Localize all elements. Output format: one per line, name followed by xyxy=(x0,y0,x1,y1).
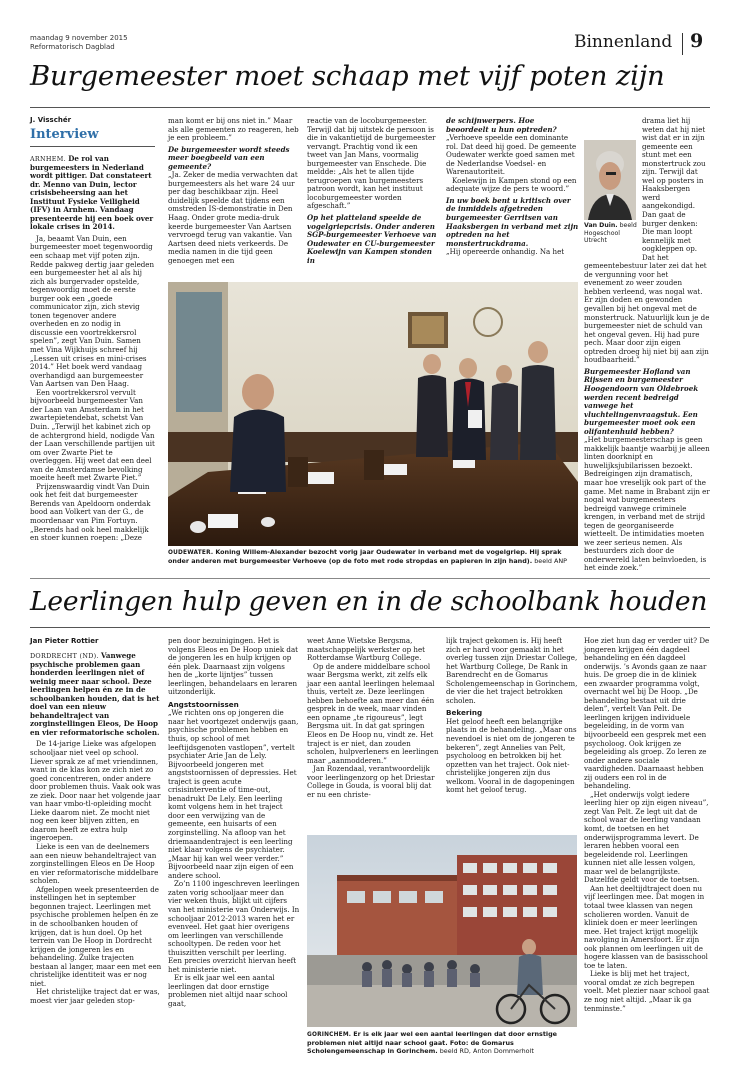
paragraph: Hoe ziet hun dag er verder uit? De jongeren krijgen één dagdeel behandeling en één dagdeel onderwijs. ’s Avonds gaan ze naar huis. De groep die in de kliniek een zwaarder programma volgt, overnacht wel bij De Hoop. „De behandeling bestaat uit drie delen”, vertelt Van Pelt. De leerlingen krijgen individuele begeleiding, in de vorm van bijvoorbeeld een gesprek met een psycholoog. Ook krijgen ze begeleiding als groep. Zo leren ze onder andere sociale vaardigheden. Daarnaast hebben zij ouders een rol in de behandeling. xyxy=(584,636,710,791)
article2-photo-caption xyxy=(307,1030,579,1056)
edition-date: maandag 9 november 2015 xyxy=(30,34,128,42)
article1-headline: Burgemeester moet schaap met vijf poten zijn xyxy=(30,60,665,92)
paragraph: De 14-jarige Lieke was afgelopen schooljaar niet veel op school. Liever sprak ze af met vriendinnen, want in de klas kon ze zich niet zo goed concentreren, onder andere door problemen thuis. Vaak ook was ze ziek. Door naar het volgende jaar van haar vmbo-tl-opleiding mocht Lieke daarom niet. Ze mocht niet nog een keer blijven zitten, en daarom heeft ze extra hulp ingeroepen. xyxy=(30,739,161,843)
article1-photo-caption xyxy=(168,548,582,565)
headline-rule xyxy=(30,627,710,628)
caption-credit: beeld ANP xyxy=(534,557,567,566)
article2-column-1 xyxy=(30,652,162,1062)
paragraph: reactie van de locoburgemeester. Terwijl dat bij uitstek de persoon is die in vakantietijd de burgemeester vervangt. Prachtig vond ik een tweet van Jan Mans, voormalig burgemeester van Enschede. Die meldde: „Als het te allen tijde terugroepen van burgemeesters patroon wordt, kan het instituut locoburgemeester worden afgeschaft.” xyxy=(307,116,436,211)
paragraph: Het christelijke traject dat er was, moest vier jaar geleden stop- xyxy=(30,987,160,1005)
paragraph: Koelewijn in Kampen stond op een adequate wijze de pers te woord.” xyxy=(446,175,577,194)
caption-tag: GORINCHEM. xyxy=(307,1032,352,1038)
article2-headline: Leerlingen hulp geven en in de schoolbank houden xyxy=(30,586,708,617)
paragraph: Lieke is blij met het traject, vooral omdat ze zich begrepen voelt. Met plezier naar school gaat ze nog niet altijd. „Maar ik ga tenminste.” xyxy=(584,969,710,1013)
paragraph: „Het onderwijs volgt iedere leerling hier op zijn eigen niveau”, zegt Van Pelt. Ze legt uit dat de school waar de leerling vandaan komt, de toetsen en het onderwijsprogramma levert. De leraren hebben vooral een begeleidende rol. Leerlingen kunnen niet alle lessen volgen, maar wel de belangrijkste. Datzelfde geldt voor de toetsen. xyxy=(584,789,709,885)
article2-column-4 xyxy=(446,637,578,832)
paragraph: Op de andere middelbare school waar Bergsma werkt, zit zelfs elk jaar een aantal leerlingen helemaal thuis, vertelt ze. Deze leerlingen hebben behoefte aan meer dan één gesprek in de week, maar vinden een opname „te rigoureus”, legt Bergsma uit. In dat gat springen Eleos en De Hoop nu, vindt ze. Het traject is er niet, dan zouden scholen, hulpverleners en leerlingen maar „aanmodderen.” xyxy=(307,661,439,765)
portrait-name: Van Duin. xyxy=(584,222,618,229)
paragraph: Het geloof heeft een belangrijke plaats in de behandeling. „Maar ons nevendoel is niet om de jongeren te bekeren”, zegt Annelies van Pelt, psycholoog en betrokken bij het opzetten van het traject. Ook niet-christelijke jongeren zijn dus welkom. Vooral in de dagopeningen komt het geloof terug. xyxy=(446,716,577,795)
dateline: DORDRECHT (ND). xyxy=(30,652,99,660)
paragraph: „Verhoeve speelde een dominante rol. Dat deed hij goed. De gemeente Oudewater werkte goed samen met de Nederlandse Voedsel- en Warenautoriteit. xyxy=(446,133,577,177)
article2-column-5 xyxy=(584,637,710,1062)
paragraph: Jan Rozendaal, verantwoordelijk voor leerlingenzorg op het Driestar College in Gouda, is vooral blij dat er nu een christe- xyxy=(307,764,435,799)
paragraph: „Het burgemeesterschap is geen makkelijk baantje waarbij je alleen linten doorknipt en huwelijksjubilarissen bezoekt. Bedreigingen zijn dramatisch, maar hoe vreselijk ook part of the game. Met name in Brabant zijn er nogal wat burgemeesters bedreigd vanwege criminele krengen, in verband met de strijd tegen de georganiseerde wietteelt. De intimidaties moeten we zeer serieus nemen. Als bestuurders zich door de onderwereld laten beïnvloeden, is het einde zoek.” xyxy=(584,435,710,573)
article2-column-3 xyxy=(307,637,439,832)
paragraph: Aan het deeltijdtraject doen nu vijf leerlingen mee. Dat mogen in totaal twee klassen van negen scholieren worden. Vanuit de kliniek doen er meer leerlingen mee. Het traject krijgt mogelijk navolging in Amersfoort. Er zijn ook plannen om leerlingen uit de hogere klassen van de basisschool toe te laten. xyxy=(584,883,708,970)
headline-rule xyxy=(30,107,710,108)
subheading: Angststoornissen xyxy=(168,699,239,709)
paragraph: Prijzenswaardig vindt Van Duin ook het feit dat burgemeester Berends van Apeldoorn onderdak bood aan Volkert van der G., de moordenaar van Pim Fortuyn. „Berends had ook heel makkelijk en stoer kunnen roepen: „Deze xyxy=(30,481,151,543)
caption-text: Koning Willem-Alexander bezocht vorig jaar Oudewater in verband met de vogelgriep. Hij sprak onder anderen met burgemeester Verhoeve (op de foto met rode stropdas en papieren in zijn hand). xyxy=(168,548,562,566)
paragraph: drama liet hij weten dat hij niet wist dat er in zijn gemeente een stunt met een monstertruck zou zijn. Terwijl dat wel op posters in Haaksbergen werd aangekondigd. Dan gaat de burger denken: Die man loopt kennelijk met oogkleppen op. Dat het gemeentebestuur later zei dat het de vergunning voor het evenement zo weer zouden hebben verleend, was nogal wat. Er zijn doden en gewonden gevallen bij het ongeval met de monstertruck. Natuurlijk kun je de burgemeester niet de schuld van het ongeval geven. Hij had pure pech. Maar door zijn eigen optreden droeg hij niet bij aan zijn houdbaarheid.” xyxy=(584,116,710,365)
paragraph: Lieke is een van de deelnemers aan een nieuw behandeltraject van zorginstellingen Eleos en De Hoop en vier reformatorische middelbare scholen. xyxy=(30,842,159,886)
paragraph: Afgelopen week presenteerden de instellingen het in september begonnen traject. Leerlingen met psychische problemen helpen én ze in de schoolbanken houden of krijgen, dat is hun doel. Op het terrein van De Hoop in Dordrecht krijgen de jongeren les en behandeling. Zulke trajecten bestaan al langer, maar een met een christelijke identiteit was er nog niet. xyxy=(30,884,162,988)
kicker-rule xyxy=(30,146,155,147)
article2-photo xyxy=(307,835,577,1027)
paragraph: man komt er bij ons niet in.” Maar als alle gemeenten zo reageren, heb je een probleem.” xyxy=(168,116,299,143)
article2-author: Jan Pieter Rottier xyxy=(30,637,99,645)
article1-kicker: Interview xyxy=(30,127,99,142)
caption-text: Er is elk jaar wel een aantal leerlingen dat door ernstige problemen niet altijd naar school gaat. Foto: de Gomarus Scholengemeenschap in Gorinchem. xyxy=(307,1030,557,1056)
paragraph: „We richten ons op jongeren die naar het voortgezet onderwijs gaan, psychische problemen hebben en thuis, op school of met leeftijdsgenoten vastlopen”, vertelt psychiater Arie Jan de Lely. Bijvoorbeeld jongeren met angststoornissen of depressies. Het traject is geen acute crisisinterventie of time-out, benadrukt De Lely. Een leerling komt volgens hem in het traject door een verwijzing van de gemeente, een huisarts of een zorginstelling. Na afloop van het driemaandentraject is een leerling niet klaar volgens de psychiater. „Maar hij kan wel weer verder.” Bijvoorbeeld naar zijn eigen of een andere school. xyxy=(168,708,299,880)
article1-column-5 xyxy=(584,116,710,573)
article1-author: J. Visschér xyxy=(30,116,72,124)
paragraph: „Hij opereerde onhandig. Na het xyxy=(446,247,565,257)
caption-tag: OUDEWATER. xyxy=(168,550,214,556)
paragraph: Zo’n 1100 ingeschreven leerlingen zaten vorig schooljaar meer dan vier weken thuis, blijkt uit cijfers van het ministerie van Onderwijs. In schooljaar 2012-2013 waren het er evenveel. Het gaat hier overigens om leerlingen van verschillende schooltypen. De reden voor het thuiszitten verschilt per leerling. Een precies overzicht hiervan heeft het ministerie niet. xyxy=(168,879,300,974)
paragraph: Ja, beaamt Van Duin, een burgemeester moet tegenwoordig een schaap met vijf poten zijn. Redde pakweg dertig jaar geleden een burgemeester het al als hij zich als burgervader opstelde, tegenwoordig moet de eerste burger ook een „goede communicator zijn, zich stevig tonen tegenover andere overheden en zo nodig in discussie een voortrekkersrol spelen”, zegt Van Duin. Samen met Vina Wijkhuijs schreef hij „Lessen uit crises en mini-crises 2014.” Het boek werd vandaag overhandigd aan burgemeester Van Aartsen van Den Haag. xyxy=(30,233,155,389)
article1-column-3 xyxy=(307,117,439,282)
article1-photo xyxy=(168,282,578,546)
article1-column-1 xyxy=(30,155,155,587)
article1-column-4 xyxy=(446,117,579,282)
dateline: ARNHEM. xyxy=(30,155,66,163)
page-number: 9 xyxy=(690,30,704,52)
lead-text: Vanwege psychische problemen gaan honderden leerlingen niet of weinig meer naar school. Deze leerlingen helpen én ze in de schoolbanken houden, dat is het doel van een nieuw behandeltraject van zorginstellingen Eleos, De Hoop en vier reformatorische scholen. xyxy=(30,651,160,737)
question: Op het platteland speelde de vogelgriepcrisis. Onder anderen SGP-burgemeester Verhoeve van Oudewater en CU-burgemeester Koelewijn van Kampen stonden in xyxy=(307,213,437,265)
section-name: Binnenland xyxy=(574,32,673,52)
paragraph: pen door bezuinigingen. Het is volgens Eleos en De Hoop uniek dat de jongeren les en hulp krijgen op één plek. Daarnaast zijn volgens hen de „korte lijntjes” tussen leerlingen, behandelaars en leraren uitzonderlijk. xyxy=(168,636,299,697)
portrait-float-spacer xyxy=(584,117,642,258)
question: In uw boek bent u kritisch over de inmiddels afgetreden burgemeester Gerritsen van Haaksbergen in verband met zijn optreden na het monstertruckdrama. xyxy=(446,195,579,248)
paragraph: Een voortrekkersrol vervult bijvoorbeeld burgemeester Van der Laan van Amsterdam in het zwartepietendebat, schetst Van Duin. „Terwijl het kabinet zich op de achtergrond hield, nodigde Van der Laan verschillende partijen uit om over Zwarte Piet te overleggen. Hij weet dat een deel van de Amsterdamse bevolking moeite heeft met Zwarte Piet.” xyxy=(30,387,155,483)
paragraph: „Ja. Zeker de media verwachten dat burgemeesters als het ware 24 uur per dag beschikbaar zijn. Heel duidelijk speelde dat tijdens een omstreden IS-demonstratie in Den Haag. Onder grote media-druk keerde burgemeester Van Aartsen vervroegd terug van vakantie. Van Aartsen deed niets verkeerds. De media namen in die tijd geen genoegen met een xyxy=(168,170,298,265)
paragraph: weet Anne Wietske Bergsma, maatschappelijk werkster op het Rotterdamse Wartburg College. xyxy=(307,636,425,663)
paragraph: lijk traject gekomen is. Hij heeft zich er hard voor gemaakt in het overleg tussen zijn Driestar College, het Wartburg College, De Rank in Barendrecht en de Gomarus Scholengemeenschap in Gorinchem, de vier die het traject betrokken scholen. xyxy=(446,636,578,705)
header-divider xyxy=(682,33,683,55)
subheading: Bekering xyxy=(446,708,483,718)
paper-name: Reformatorisch Dagblad xyxy=(30,43,115,51)
article2-column-2 xyxy=(168,637,300,1062)
paragraph: Er is elk jaar wel een aantal leerlingen dat door ernstige problemen niet altijd naar school gaat, xyxy=(168,973,288,1008)
question: De burgemeester wordt steeds meer boegbeeld van een gemeente? xyxy=(168,144,290,171)
article1-column-2 xyxy=(168,117,300,282)
portrait-credit: beeld Hogeschool Utrecht xyxy=(584,222,637,245)
question: Burgemeester Hofland van Rijssen en burgemeester Hoogendoorn van Oldebroek werden recent bedreigd vanwege het vluchtelingenvraagstuk. Een burgemeester moet ook een olifantenhuid hebben? xyxy=(584,366,699,436)
question: de schijnwerpers. Hoe beoordeelt u hun optreden? xyxy=(446,116,557,134)
article-separator xyxy=(30,578,710,579)
caption-credit: beeld RD, Anton Dommerholt xyxy=(439,1047,534,1056)
lead-text: De rol van burgemeesters in Nederland wordt pittiger. Dat constateert dr. Menno van Duin, lector crisisbeheersing aan het Instituut Fysieke Veiligheid (IFV) in Arnhem. Vandaag presenteerde hij een boek over lokale crises in 2014. xyxy=(30,154,154,232)
